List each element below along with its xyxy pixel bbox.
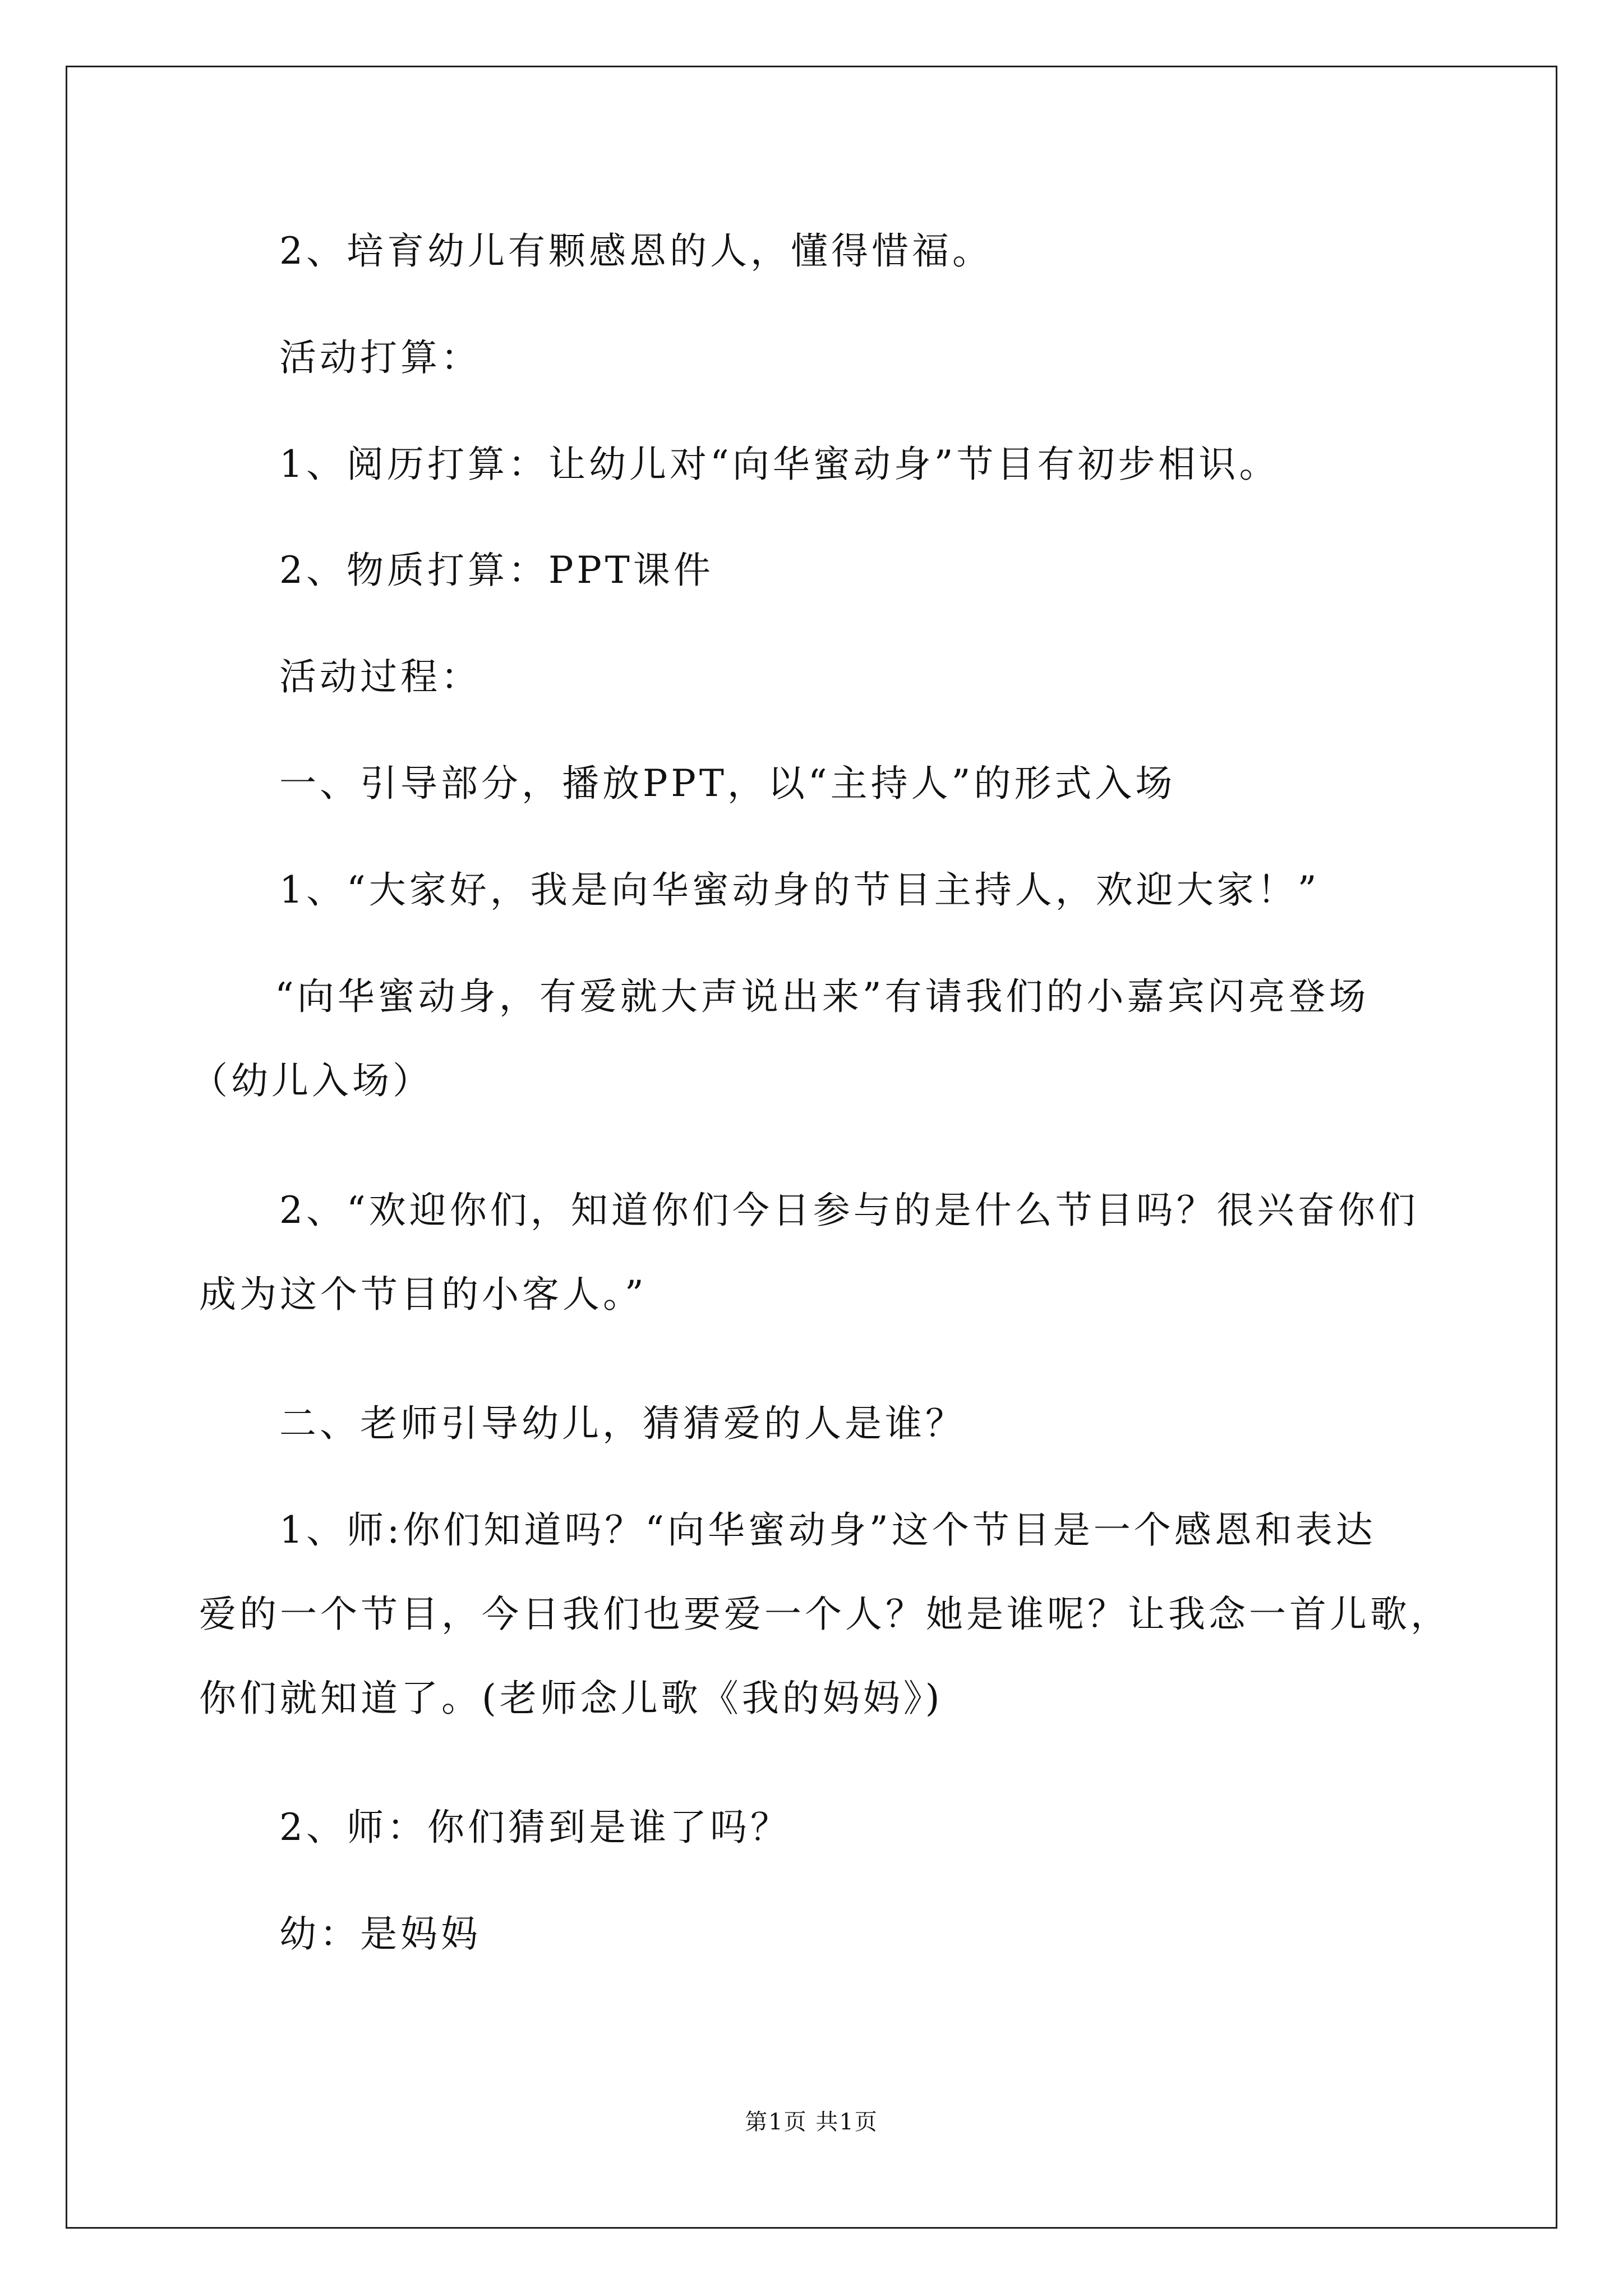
paragraph-line: 幼：是妈妈 [279, 1912, 481, 1955]
paragraph-line: 活动过程： [279, 655, 481, 698]
paragraph-line: 2、“欢迎你们，知道你们今日参与的是什么节目吗？很兴奋你们 [279, 1189, 1419, 1232]
paragraph-line: 2、培育幼儿有颗感恩的人，懂得惜福。 [279, 229, 993, 273]
paragraph-line: （幼儿入场） [191, 1059, 433, 1102]
paragraph-line: 活动打算： [279, 336, 481, 379]
paragraph-line: 2、物质打算：PPT课件 [279, 549, 714, 592]
paragraph-line: 二、老师引导幼儿，猜猜爱的人是谁？ [279, 1402, 966, 1445]
paragraph-line: 成为这个节目的小客人。” [199, 1273, 647, 1316]
paragraph-line: 1、师:你们知道吗？“向华蜜动身”这个节目是一个感恩和表达 [279, 1508, 1376, 1552]
paragraph-line: 爱的一个节目，今日我们也要爱一个人？她是谁呢？让我念一首儿歌， [199, 1593, 1451, 1636]
paragraph-line: 1、“大家好，我是向华蜜动身的节目主持人，欢迎大家！” [279, 868, 1320, 912]
paragraph-line: 2、师：你们猜到是谁了吗？ [279, 1806, 791, 1849]
paragraph-line: 你们就知道了。(老师念儿歌《我的妈妈》) [199, 1677, 943, 1720]
page-footer: 第1页 共1页 [745, 2109, 878, 2135]
page-border [66, 66, 1557, 2229]
paragraph-line: 1、阅历打算：让幼儿对“向华蜜动身”节目有初步相识。 [279, 443, 1280, 486]
paragraph-line: “向华蜜动身，有爱就大声说出来”有请我们的小嘉宾闪亮登场 [275, 975, 1370, 1018]
paragraph-line: 一、引导部分，播放PPT，以“主持人”的形式入场 [279, 762, 1176, 805]
